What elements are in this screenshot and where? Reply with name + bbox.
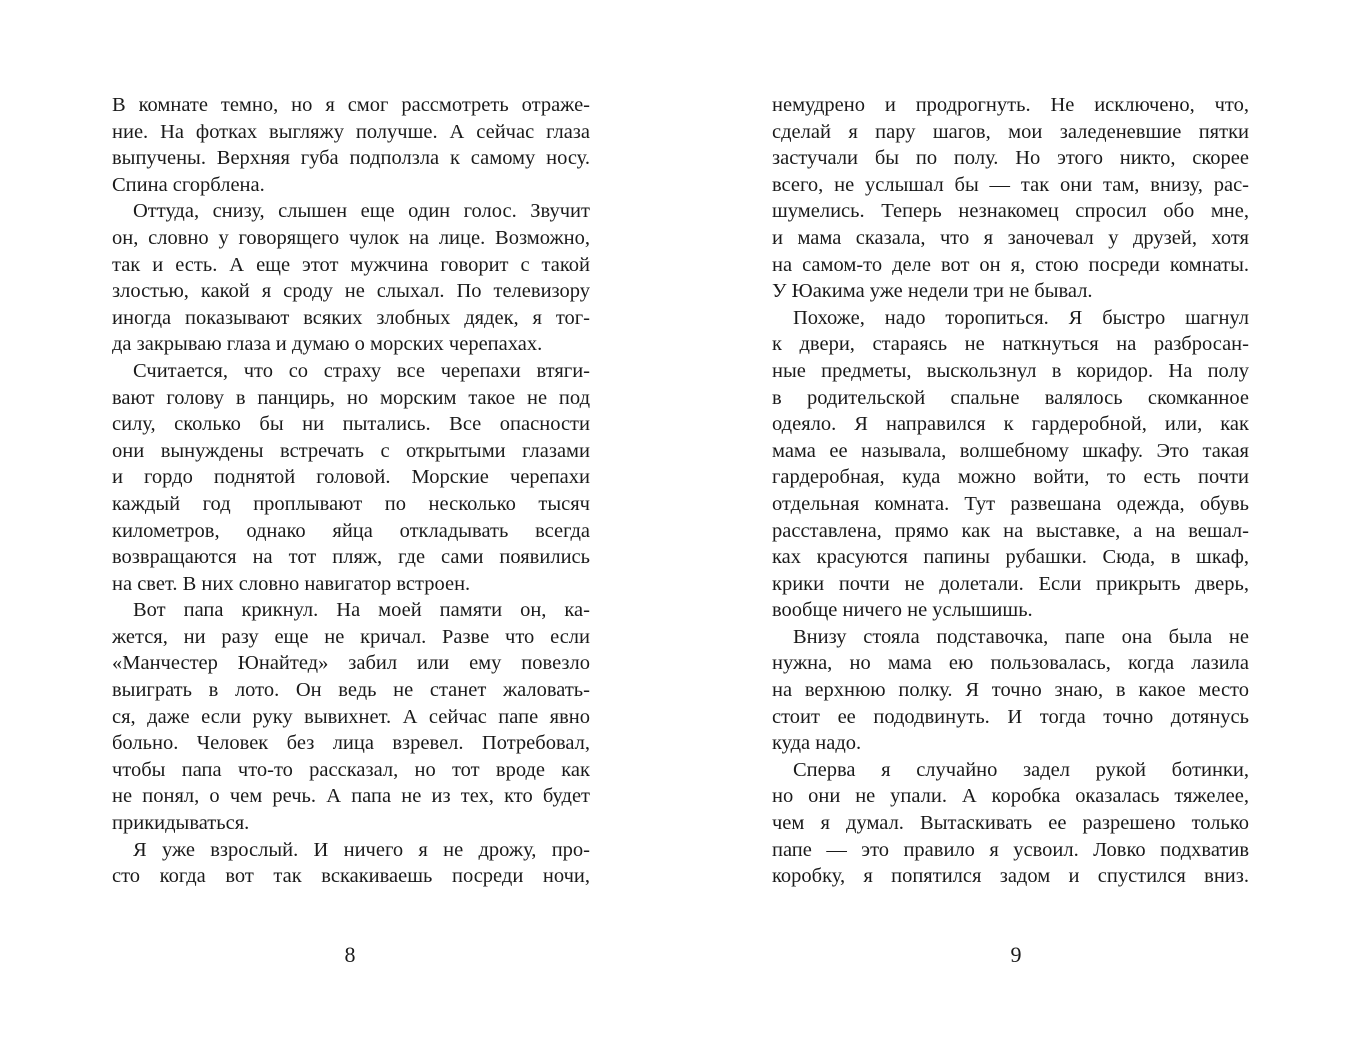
text-line: стоит ее пододвинуть. И тогда точно дотянусь [772, 705, 1249, 728]
text-line: прикидываться. [112, 812, 250, 835]
text-line: километров, однако яйца откладывать всегда [112, 519, 590, 542]
text-line: но они не упали. А коробка оказалась тяжелее, [772, 785, 1249, 808]
text-line: немудрено и продрогнуть. Не исключено, что, [772, 94, 1249, 116]
text-line: возвращаются на тот пляж, где сами появились [112, 546, 590, 569]
text-line: отдельная комната. Тут развешана одежда, обувь [772, 492, 1249, 515]
right-page-number: 9 [1010, 942, 1022, 967]
text-line: Считается, что со страху все черепахи втяги- [133, 359, 590, 382]
text-line: силу, сколько бы ни пытались. Все опасности [112, 413, 590, 436]
text-line: на верхнюю полку. Я точно знаю, в какое место [772, 679, 1249, 702]
text-line: ние. На фотках выгляжу получше. А сейчас глаза [112, 120, 590, 143]
text-line: и гордо поднятой головой. Морские черепахи [112, 466, 590, 489]
text-line: В комнате темно, но я смог рассмотреть отраже- [112, 94, 590, 116]
text-line: шумелись. Теперь незнакомец спросил обо мне, [772, 200, 1249, 223]
text-line: на свет. В них словно навигатор встроен. [112, 572, 471, 595]
text-line: вают голову в панцирь, но морским такое не под [112, 386, 590, 409]
text-line: всего, не услышал бы — так они там, внизу, рас- [772, 173, 1249, 196]
text-line: нужна, но мама ею пользовалась, когда лазила [772, 652, 1249, 675]
text-line: в родительской спальне валялось скомканное [772, 386, 1249, 409]
text-line: Сперва я случайно задел рукой ботинки, [793, 758, 1249, 781]
left-page-text [112, 92, 590, 890]
text-line: выпучены. Верхняя губа подползла к самому носу. [112, 147, 590, 170]
text-line: Я уже взрослый. И ничего я не дрожу, про- [133, 838, 590, 861]
text-line: да закрываю глаза и думаю о морских черепахах. [112, 333, 543, 356]
text-line: «Манчестер Юнайтед» забил или ему повезло [112, 652, 590, 675]
text-line: он, словно у говорящего чулок на лице. Возможно, [112, 226, 590, 249]
text-line: крики почти не долетали. Если прикрыть дверь, [772, 572, 1249, 595]
text-line: сто когда вот так вскакиваешь посреди ночи, [112, 865, 590, 888]
text-line: выиграть в лото. Он ведь не станет жаловать- [112, 679, 590, 702]
text-line: Оттуда, снизу, слышен еще один голос. Звучит [133, 200, 590, 223]
text-line: жется, ни разу еще не кричал. Разве что если [112, 625, 590, 648]
text-line: чтобы папа что-то рассказал, но тот вроде как [112, 758, 590, 781]
text-line: и мама сказала, что я заночевал у друзей, хотя [772, 226, 1249, 249]
text-line: расставлена, прямо как на выставке, а на вешал- [772, 519, 1249, 542]
text-line: чем я думал. Вытаскивать ее разрешено только [772, 812, 1249, 835]
text-line: Вот папа крикнул. На моей памяти он, ка- [133, 599, 590, 622]
text-line: ные предметы, выскользнул в коридор. На полу [772, 359, 1249, 382]
left-page-number: 8 [344, 942, 356, 967]
text-line: сделай я пару шагов, мои заледеневшие пятки [772, 120, 1249, 143]
text-line: Спина сгорблена. [112, 173, 265, 196]
text-line: коробку, я попятился задом и спустился вниз. [772, 865, 1249, 888]
text-line: иногда показывают всяких злобных дядек, я тог- [112, 306, 590, 329]
text-line: каждый год проплывают по несколько тысяч [112, 492, 590, 515]
text-line: больно. Человек без лица взревел. Потребовал, [112, 732, 590, 755]
text-line: У Юакима уже недели три не бывал. [772, 280, 1093, 303]
text-line: мама ее называла, волшебному шкафу. Это такая [772, 439, 1249, 462]
text-line: на самом-то деле вот он я, стою посреди комнаты. [772, 253, 1249, 276]
text-line: Внизу стояла подставочка, папе она была не [793, 625, 1249, 648]
text-line: куда надо. [772, 732, 862, 755]
text-line: застучали бы по полу. Но этого никто, скорее [772, 147, 1249, 170]
text-line: к двери, стараясь не наткнуться на разбросан- [772, 333, 1249, 356]
text-line: они вынуждены встречать с открытыми глазами [112, 439, 590, 462]
text-line: вообще ничего не услышишь. [772, 599, 1033, 622]
text-line: не понял, о чем речь. А папа не из тех, кто будет [112, 785, 590, 808]
text-line: одеяло. Я направился к гардеробной, или, как [772, 413, 1249, 436]
text-line: папе — это правило я усвоил. Ловко подхватив [772, 838, 1249, 861]
text-line: ся, даже если руку вывихнет. А сейчас папе явно [112, 705, 590, 728]
text-line: Похоже, надо торопиться. Я быстро шагнул [793, 306, 1249, 329]
right-page-text [772, 92, 1249, 890]
text-line: гардеробная, куда можно войти, то есть почти [772, 466, 1249, 489]
text-line: злостью, какой я сроду не слыхал. По телевизору [112, 280, 590, 303]
text-line: ках красуются папины рубашки. Сюда, в шкаф, [772, 546, 1249, 569]
text-line: так и есть. А еще этот мужчина говорит с такой [112, 253, 590, 276]
